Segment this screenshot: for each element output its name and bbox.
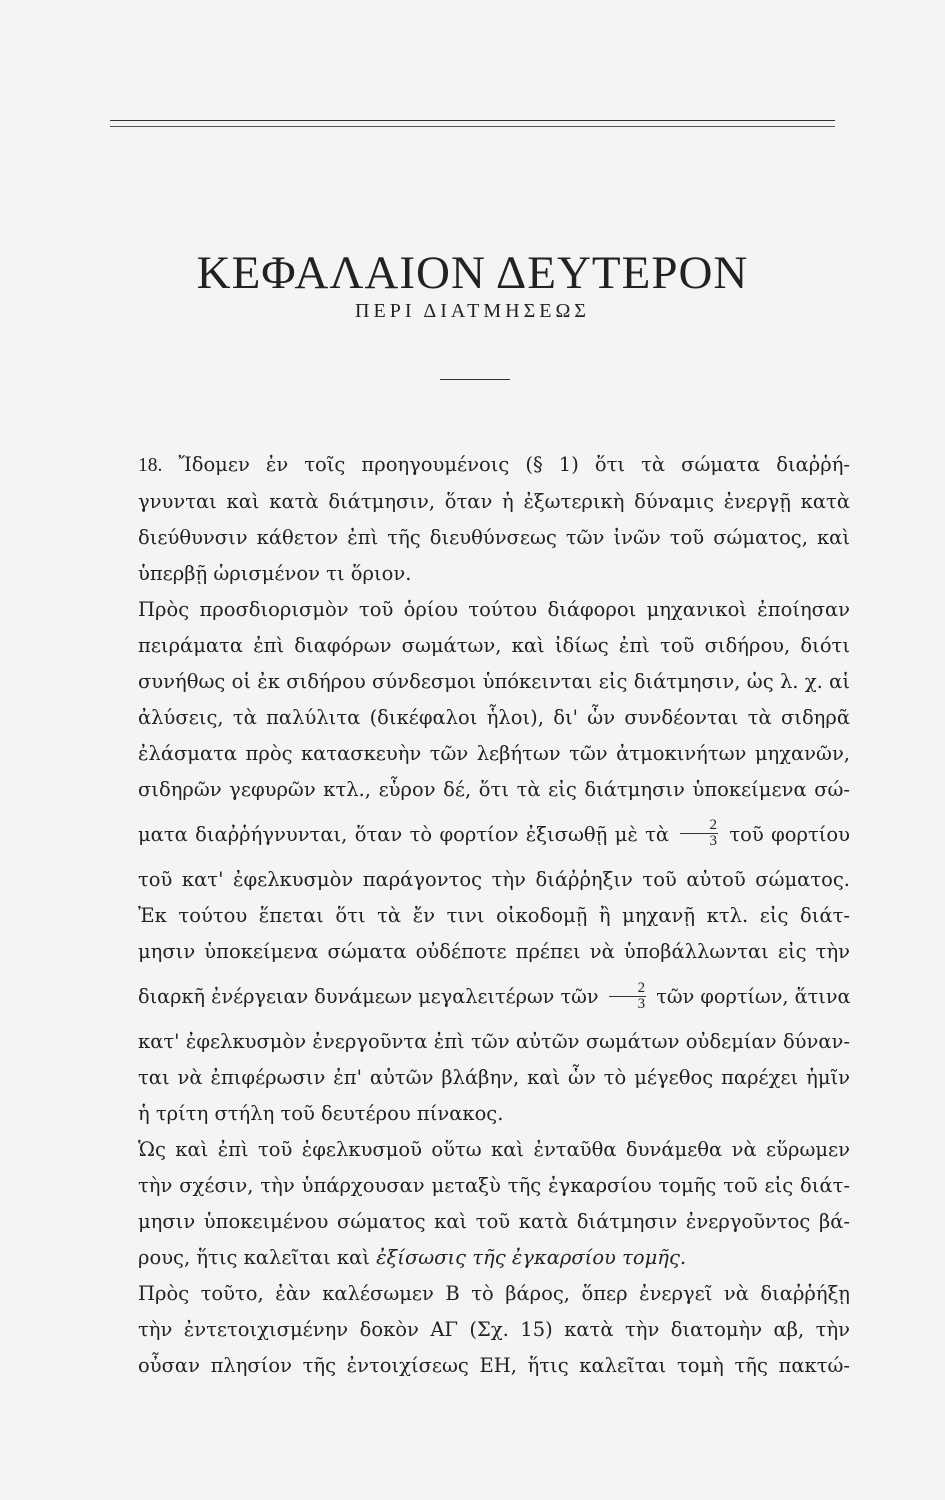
text-span: τῶν φορτίων, ἅτινα — [656, 985, 851, 1008]
text-line: Πρὸς προσδιορισμὸν τοῦ ὁρίου τούτου διάφοροι μηχανικοὶ ἐποίησαν — [138, 598, 850, 621]
text-line — [110, 1240, 850, 1276]
text-line: κατ' ἐφελκυσμὸν ἐνεργοῦντα ἐπὶ τῶν αὐτῶν σωμάτων οὐδεμίαν δύναν- — [138, 1030, 850, 1053]
text-line: τὴν σχέσιν, τὴν ὑπάρχουσαν μεταξὺ τῆς ἐγκαρσίου τομῆς τοῦ εἰς διάτ- — [138, 1174, 850, 1197]
text-line: οὖσαν πλησίον τῆς ἐντοιχίσεως ΕΗ, ἥτις καλεῖται τομὴ τῆς πακτώ- — [138, 1354, 850, 1377]
text-line: μησιν ὑποκειμένου σώματος καὶ τοῦ κατὰ διάτμησιν ἐνεργοῦντος βά- — [138, 1210, 850, 1233]
fraction-numerator: 2 — [609, 981, 647, 997]
top-rule — [110, 120, 835, 121]
text-line: γνυνται καὶ κατὰ διάτμησιν, ὅταν ἡ ἐξωτερικὴ δύναμις ἐνεργῇ κατὰ — [138, 490, 850, 513]
body-text — [110, 447, 850, 1384]
chapter-subtitle: ΠΕΡΙ ΔΙΑΤΜΗΣΕΩΣ — [355, 300, 590, 322]
text-line: Ἐκ τούτου ἕπεται ὅτι τὰ ἔν τινι οἰκοδομῇ ἢ μηχανῇ κτλ. εἰς διάτ- — [138, 904, 850, 927]
text-line: ἡ τρίτη στήλη τοῦ δευτέρου πίνακος. — [138, 1102, 504, 1125]
text-span: Ἴδομεν ἐν τοῖς προηγουμένοις (§ 1) ὅτι τὰ σώματα διαῤῥή- — [178, 453, 850, 476]
fraction-numerator: 2 — [680, 818, 718, 834]
paragraph-2 — [110, 592, 850, 1132]
text-line: ἀλύσεις, τὰ παλύλιτα (δικέφαλοι ἧλοι), δι' ὧν συνδέονται τὰ σιδηρᾶ — [138, 706, 850, 729]
paragraph-3 — [110, 1132, 850, 1276]
chapter-title: ΚΕΦΑΛΑΙΟΝ ΔΕΥΤΕΡΟΝ — [196, 247, 749, 300]
emphasized-term: ἐξίσωσις τῆς ἐγκαρσίου τομῆς. — [376, 1246, 687, 1269]
paragraph-1 — [110, 447, 850, 592]
text-line: Πρὸς τοῦτο, ἐὰν καλέσωμεν Β τὸ βάρος, ὅπερ ἐνεργεῖ νὰ διαῤῥήξῃ — [138, 1282, 850, 1305]
section-divider — [440, 379, 510, 380]
paragraph-4 — [110, 1276, 850, 1384]
text-line: ται νὰ ἐπιφέρωσιν ἐπ' αὐτῶν βλάβην, καὶ ὧν τὸ μέγεθος παρέχει ἡμῖν — [138, 1066, 850, 1089]
top-rule-thin — [110, 126, 835, 127]
text-line: ἐλάσματα πρὸς κατασκευὴν τῶν λεβήτων τῶν ἀτμοκινήτων μηχανῶν, — [138, 742, 850, 765]
text-line: πειράματα ἐπὶ διαφόρων σωμάτων, καὶ ἰδίως ἐπὶ τοῦ σιδήρου, διότι — [138, 634, 850, 657]
text-span: ρους, ἥτις καλεῖται καὶ — [138, 1246, 370, 1269]
text-line-with-fraction — [110, 808, 850, 862]
text-line: συνήθως οἱ ἐκ σιδήρου σύνδεσμοι ὑπόκεινται εἰς διάτμησιν, ὡς λ. χ. αἱ — [138, 670, 850, 693]
text-line: Ὡς καὶ ἐπὶ τοῦ ἐφελκυσμοῦ οὕτω καὶ ἐνταῦθα δυνάμεθα νὰ εὕρωμεν — [138, 1138, 850, 1161]
text-span: τοῦ φορτίου — [729, 823, 850, 846]
text-line: διεύθυνσιν κάθετον ἐπὶ τῆς διευθύνσεως τῶν ἰνῶν τοῦ σώματος, καὶ — [138, 526, 850, 549]
fraction-denominator: 3 — [637, 995, 646, 1012]
fraction-two-thirds — [609, 981, 647, 1012]
text-line: σιδηρῶν γεφυρῶν κτλ., εὗρον δέ, ὅτι τὰ εἰς διάτμησιν ὑποκείμενα σώ- — [138, 778, 850, 801]
text-line: τοῦ κατ' ἐφελκυσμὸν παράγοντος τὴν διάῤῥηξιν τοῦ αὐτοῦ σώματος. — [138, 868, 850, 891]
text-line-with-fraction — [110, 970, 850, 1024]
fraction-two-thirds — [680, 818, 718, 849]
fraction-denominator: 3 — [709, 833, 717, 849]
text-line — [110, 447, 850, 484]
text-span: ματα διαῤῥήγνυνται, ὅταν τὸ φορτίον ἐξισωθῇ μὲ τὰ — [138, 823, 670, 846]
text-line: τὴν ἐντετοιχισμένην δοκὸν ΑΓ (Σχ. 15) κατὰ τὴν διατομὴν αβ, τὴν — [138, 1318, 850, 1341]
text-line: μησιν ὑποκείμενα σώματα οὐδέποτε πρέπει νὰ ὑποβάλλωνται εἰς τὴν — [138, 940, 850, 963]
text-span: διαρκῆ ἐνέργειαν δυνάμεων μεγαλειτέρων τῶν — [138, 985, 599, 1008]
text-line: ὑπερβῇ ὡρισμένον τι ὅριον. — [138, 562, 412, 585]
section-number: 18. — [138, 455, 163, 476]
